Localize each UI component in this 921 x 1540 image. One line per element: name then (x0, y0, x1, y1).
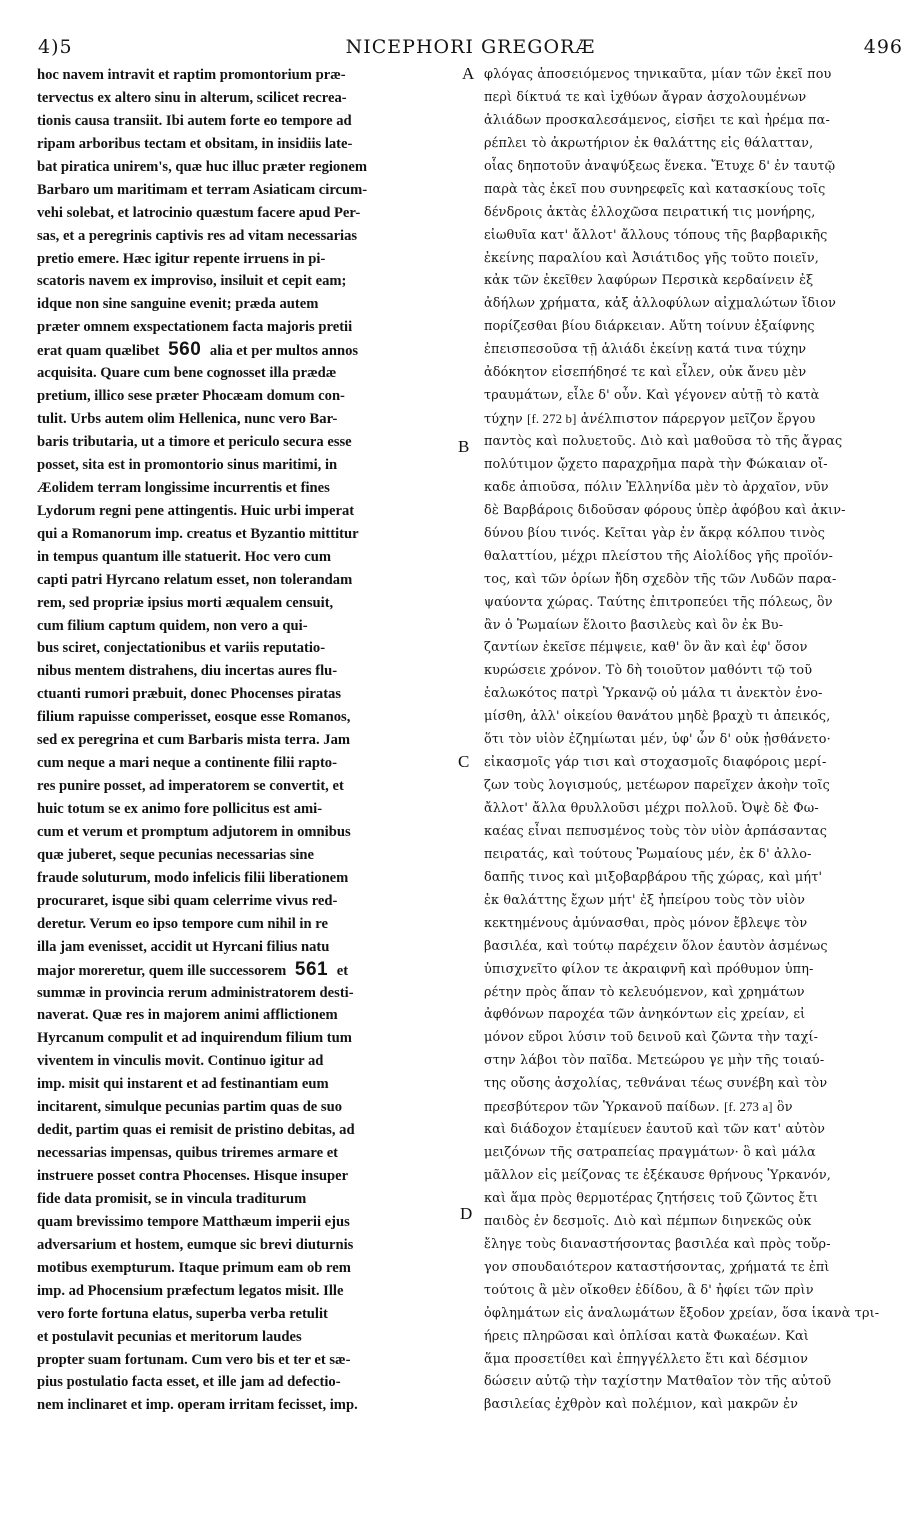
latin-text-segment: et (333, 962, 349, 979)
greek-line: καὶ διάδοχον ἐταμίευεν ἑαυτοῦ καὶ τῶν κατ' αὐτὸν (484, 1122, 826, 1138)
latin-line: deretur. Verum eo ipso tempore cum nihil in re (37, 915, 328, 932)
greek-line: καέας εἶναι πεπυσμένος τοὺς τὸν υἱὸν ἁρπάσαντας (484, 823, 828, 839)
greek-text-segment: ἀνέλπιστον πάρεργον μεῖζον ἔργου (576, 412, 816, 428)
greek-line: ψαύοντα χώρας. Ταύτης ἐπιτροπεύει τῆς πόλεως, ὃν (484, 594, 833, 610)
greek-line: ἄλλοτ' ἄλλα θρυλλοῦσι μέχρι πολλοῦ. Ὀψὲ δὲ Φω- (484, 801, 819, 816)
greek-line: δύνου βίου τινός. Κεῖται γὰρ ἐν ἄκρᾳ κόλπου τινὸς (484, 525, 826, 541)
greek-line: κεκτημένους ἀμύνασθαι, πρὸς μόνον ἔβλεψε τὸν (484, 915, 808, 931)
latin-line: fide data promisit, se in vincula traditurum (37, 1190, 307, 1207)
latin-line: acquisita. Quare cum bene cognosset illa prædæ (37, 365, 337, 382)
greek-line: παιδὸς ἐν δεσμοῖς. Διὸ καὶ πέμπων διηνεκῶς οὐκ (484, 1213, 812, 1229)
greek-line: τραυμάτων, εἷλε δ' οὖν. Καὶ γέγονεν αὐτῇ τὸ κατὰ (484, 388, 820, 404)
latin-line: imp. misit qui instarent et ad festinantiam eum (37, 1076, 329, 1093)
latin-line: instruere posset contra Phocenses. Hisque insuper (37, 1168, 349, 1184)
greek-line: της οὔσης ἀσχολίας, τεθνάναι τέως συνέβη καὶ τὸν (484, 1076, 828, 1092)
greek-line: δαπῆς τινος καὶ μιξοβαρβάρου τῆς χώρας, καὶ μήτ' (484, 869, 823, 885)
greek-line: ἔληγε τοὺς διαναστήσοντας βασιλέα καὶ πρὸς τοὔρ- (484, 1236, 831, 1252)
greek-line: τος, καὶ τῶν ὁρίων ἤδη σχεδὸν τῆς τῶν Λυδῶν παρα- (484, 571, 837, 587)
latin-line: ripam arboribus tectam et obsitam, in insidiis late- (37, 135, 353, 152)
latin-line: cum filium captum quidem, non vero a qui- (37, 617, 308, 634)
latin-line: pius postulatio facta esset, et ille jam ad defectio- (37, 1374, 341, 1391)
greek-text-segment: τύχην (484, 412, 528, 428)
latin-line: in tempus quantum ille statuerit. Hoc vero cum (37, 548, 332, 565)
greek-line: ήρεις πληρῶσαι καὶ ὁπλίσαι κατὰ Φωκαέων. Καὶ (484, 1328, 809, 1344)
latin-line: adversarium et hostem, eumque sic brevi diuturnis (37, 1236, 354, 1253)
latin-line: res punire posset, ad imperatorem se convertit, et (37, 778, 344, 795)
latin-line: quæ juberet, seque pecunias necessarias sine (37, 846, 315, 863)
greek-line: ὅτι τὸν υἱὸν ἐζημίωται μέν, ὑφ' ὧν δ' οὐκ ᾐσθάνετο· (484, 732, 831, 748)
latin-line: rem, sed propriæ ipsius morti æqualem censuit, (37, 594, 334, 611)
latin-line: pretio emere. Hæc igitur repente irruens in pi- (37, 250, 326, 267)
greek-line: παρὰ τὰς ἐκεῖ που συνηρεφεῖς καὶ κατασκίους τοῖς (484, 181, 826, 197)
latin-line: Hyrcanum compulit et ad inquirendum filium tum (37, 1030, 352, 1047)
latin-line: propter suam fortunam. Cum vero bis et ter et sæ- (37, 1351, 351, 1368)
greek-line: μόνον εὕροι λύσιν τοῦ δεινοῦ καὶ ζῶντα τὴν ταχί- (484, 1030, 819, 1046)
greek-line: τούτοις ἃ μὲν οἴκοθεν ἐδίδου, ἃ δ' ἠφίει τῶν πρὶν (484, 1282, 814, 1298)
greek-line (484, 408, 902, 431)
greek-line: πολύτιμον ᾤχετο παραχρῆμα παρὰ τὴν Φώκαιαν οἴ- (484, 456, 828, 472)
latin-line: tervectus ex altero sinu in alterum, scilicet recrea- (37, 89, 347, 106)
greek-line: εἰκασμοῖς γάρ τισι καὶ στοχασμοῖς διαφόροις μερί- (484, 755, 827, 771)
section-number-marker: 561 (294, 958, 329, 980)
margin-letter-d: D (460, 1204, 473, 1223)
greek-line: δένδροις ἀκτὰς ἐλλοχῶσα πειρατική τις μονήρης, (484, 204, 816, 220)
latin-line: idque non sine sanguine evenit; præda autem (37, 296, 319, 313)
greek-line: θαλαττίου, μέχρι πλείστου τῆς Αἰολίδος γῆς προϊόν- (484, 548, 833, 564)
greek-line: ἁλιάδων προσκαλεσάμενος, εἰσῆει τε καὶ ἠρέμα πα- (484, 112, 830, 128)
greek-line: παντὸς καὶ πολυετοῦς. Διὸ καὶ μαθοῦσα τὸ τῆς ἄγρας (484, 434, 843, 449)
margin-letter-b: B (458, 437, 470, 456)
latin-line: tionis causa transiit. Ibi autem forte eo tempore ad (37, 112, 352, 129)
greek-line: ἐπεισπεσοῦσα τῇ ἁλιάδι ἐκείνῃ κατά τινα τύχην (484, 342, 807, 358)
greek-line: εἰωθυῖα κατ' ἄλλοτ' ἄλλους τόπους τῆς βαρβαρικῆς (484, 227, 828, 243)
latin-line: qui a Romanorum imp. creatus et Byzantio mittitur (37, 525, 359, 542)
latin-line: scatoris navem ex improviso, insiluit et cepit eam; (37, 273, 347, 290)
running-header (38, 32, 903, 62)
latin-line: capti patri Hyrcano relatum esset, non tolerandam (37, 571, 353, 588)
latin-line: tulit. Urbs autem olim Hellenica, nunc vero Bar- (37, 411, 338, 428)
greek-line: ρέτην πρὸς ἅπαν τὸ κελευόμενον, καὶ χρημάτων (484, 984, 805, 1000)
greek-line: δὲ Βαρβάροις διδοῦσαν φόρους ὑπὲρ ἀφόβου καὶ ἀκιν- (484, 502, 846, 518)
greek-line: ἂν ὁ Ῥωμαίων ἕλοιτο βασιλεὺς καὶ ὃν ἐκ Βυ- (484, 617, 784, 633)
margin-letter-c: C (458, 752, 470, 771)
greek-line: καδε ἀπιοῦσα, πόλιν Ἑλληνίδα μὲν τὸ ἀρχαῖον, νῦν (484, 479, 829, 495)
greek-line: ἅμα προσετίθει καὶ ἐπηγγέλλετο ἔτι καὶ δέσμιον (484, 1351, 809, 1367)
latin-line: hoc navem intravit et raptim promontorium præ- (37, 67, 346, 83)
greek-line: δώσειν αὐτῷ τὴν ταχίστην Ματθαῖον τὸν τῆς αὐτοῦ (484, 1374, 832, 1390)
greek-line: ἐκ θαλάττης ἔχων μήτ' ἐξ ἠπείρου τοὺς τὸν υἱὸν (484, 892, 806, 908)
greek-line: ἀδόκητον εἰσεπήδησέ τε καὶ εἷλεν, οὐκ ἄνευ μὲν (484, 365, 807, 381)
latin-line: cum et verum et promptum adjutorem in omnibus (37, 823, 351, 840)
latin-line: imp. ad Phocensium præfectum legatos misit. Ille (37, 1282, 344, 1299)
latin-line: incitarent, simulque pecunias partim quas de suo (37, 1099, 343, 1116)
greek-line: μίσθη, ἀλλ' οἰκείου θανάτου μηδὲ βραχὺ τι ἀπεικός, (484, 709, 831, 725)
greek-line: βασιλείας ἐχθρὸν καὶ πολέμιον, καὶ μακρῶν ἐν (484, 1397, 799, 1413)
latin-line: vero forte fortuna elatus, superba verba retulit (37, 1305, 328, 1322)
latin-line: filium rapuisse comperisset, eosque esse Romanos, (37, 709, 351, 726)
latin-line: ctuanti rumori præbuit, donec Phocenses piratas (37, 686, 342, 703)
latin-text-segment: erat quam quælibet (37, 343, 164, 360)
greek-line: ρέπλει τὸ ἀκρωτήριον ἐκ θαλάττης εἰς θάλατταν, (484, 135, 814, 151)
latin-line: bat piratica unirem's, quæ huc illuc præter regionem (37, 158, 367, 175)
greek-line: περὶ δίκτυά τε καὶ ἰχθύων ἄγραν ἀσχολουμένων (484, 89, 807, 105)
greek-line: στην λάβοι τὸν παῖδα. Μετεώρου γε μὴν τῆς τοιαύ- (484, 1053, 825, 1069)
latin-line: fraude soluturum, modo infelicis filii liberationem (37, 869, 349, 886)
greek-line: οἷας δηποτοῦν ἀναψύξεως ἕνεκα. Ἔτυχε δ' ἐν ταυτῷ (484, 158, 836, 174)
greek-line: καὶ ἅμα πρὸς θερμοτέρας ζητήσεις τοῦ ζῶντος ἔτι (484, 1190, 819, 1206)
greek-line: βασιλέα, καὶ τούτῳ παρέχειν ὅλον ἑαυτὸν ἀσμένως (484, 938, 828, 954)
latin-line: Æolidem terram longissime incurrentis et fines (37, 479, 330, 496)
greek-line: ζαντίων ἐκεῖσε πέμψειε, καθ' ὃν ἂν καὶ ἐφ' ὅσον (484, 640, 808, 656)
folio-reference: [f. 273 a] (723, 1100, 773, 1115)
greek-line: φλόγας ἀποσειόμενος τηνικαῦτα, μίαν τῶν ἐκεῖ που (484, 67, 832, 82)
greek-line: ὀφλημάτων εἰς ἀναλωμάτων ἔξοδον χρείαν, ὅσα ἱκανὰ τρι- (484, 1305, 880, 1321)
latin-line: quam brevissimo tempore Matthæum imperii ejus (37, 1213, 350, 1230)
greek-line: ζων τοὺς λογισμούς, μετέωρον παρεῖχεν ἀκοὴν τοῖς (484, 778, 830, 794)
latin-line: et postulavit pecunias et meritorum laudes (37, 1328, 302, 1345)
latin-line: vehi solebat, et latrocinio quæstum facere apud Per- (37, 204, 361, 221)
greek-line: ὑπισχνεῖτο φίλον τε ἀκραιφνῆ καὶ πρόθυμον ὑπη- (484, 961, 814, 977)
latin-line: bus sciret, conjectationibus et variis reputatio- (37, 640, 326, 657)
latin-line: nibus mentem distrahens, diu incertas aures flu- (37, 663, 338, 680)
greek-line: ἀδήλων χρήματα, κἀξ ἀλλοφύλων αἰχμαλώτων ἴδιον (484, 296, 837, 312)
greek-line: γον σπουδαιότερον καταστήσοντας, χρήματά τε ἐπὶ (484, 1259, 830, 1275)
latin-line: procuraret, isque sibi quam celerrime vivus red- (37, 892, 338, 909)
greek-text-segment: πρεσβύτερον τῶν Ὑρκανοῦ παίδων. (484, 1100, 724, 1116)
latin-line: pretium, illico sese præter Phocæam domum con- (37, 388, 345, 405)
greek-line: πορίζεσθαι βίου διάρκειαν. Αὕτη τοίνυν ἐξαίφνης (484, 319, 815, 335)
greek-line: μᾶλλον εἰς μείζονας τε ἐξέκαυσε θρήνους Ὑρκανόν, (484, 1168, 832, 1183)
latin-line: Barbaro um maritimam et terram Asiaticam circum- (37, 181, 368, 198)
latin-line: baris tributaria, ut a timore et periculo secura esse (37, 434, 352, 450)
latin-line: Lydorum regni pene attingentis. Huic urbi imperat (37, 502, 355, 519)
greek-text-segment: ὃν (772, 1100, 793, 1116)
latin-line: illa jam evenisset, accidit ut Hyrcani filius natu (37, 938, 330, 955)
latin-line: viventem in vinculis movit. Continuo igitur ad (37, 1053, 324, 1070)
greek-line (484, 1096, 902, 1119)
greek-line: ἑαλωκότος πατρὶ Ὑρκανῷ οὐ μάλα τι ἀνεκτὸν ἐνο- (484, 686, 823, 702)
greek-column (484, 64, 902, 1417)
latin-line: motibus exempturum. Itaque primum eam ob rem (37, 1259, 351, 1276)
latin-line: summæ in provincia rerum administratorem desti- (37, 984, 354, 1001)
section-number-marker: 560 (168, 339, 202, 361)
latin-line: nem inclinaret et imp. operam irritam fecisset, imp. (37, 1397, 358, 1414)
latin-line: huic totum se ex animo fore pollicitus est ami- (37, 801, 323, 817)
page-number-left: 4)5 (38, 36, 73, 58)
latin-line: naverat. Quæ res in majorem animi afflictionem (37, 1007, 338, 1024)
latin-line: præter omnem exspectationem facta majoris pretii (37, 319, 353, 336)
latin-line: posset, sita est in promontorio sinus maritimi, in (37, 456, 338, 473)
running-title: NICEPHORI GREGORÆ (345, 36, 596, 58)
latin-line: necessarias impensas, quibus triremes armare et (37, 1145, 339, 1162)
latin-text-segment: major moreretur, quem ille successorem (37, 962, 290, 979)
greek-line: κυρώσειε χρόνον. Τὸ δὴ τοιοῦτον μαθόντι τῷ τοῦ (484, 663, 813, 679)
greek-line: ἐκείνης παραλίου καὶ Ἀσιάτιδος γῆς τοῦτο ποιεῖν, (484, 250, 819, 266)
latin-text-segment: alia et per multos annos (206, 343, 359, 360)
latin-line: dedit, partim quas ei remisit de pristino debitas, ad (37, 1122, 355, 1139)
folio-reference: [f. 272 b] (527, 412, 577, 427)
greek-line: ἀφθόνων παροχέα τῶν ἀνηκόντων εἰς χρείαν, εἰ (484, 1007, 806, 1023)
page-number-right: 496 (863, 36, 903, 58)
latin-line (37, 959, 455, 982)
greek-line: μειζόνων τῆς σατραπείας πραγμάτων· ὃ καὶ μάλα (484, 1145, 816, 1161)
latin-column (37, 64, 455, 1417)
greek-line: κἀκ τῶν ἐκεῖθεν λαφύρων Περσικὰ κερδαίνειν ἐξ (484, 273, 814, 289)
latin-line (37, 339, 455, 362)
latin-line: cum neque a mari neque a continente filii rapto- (37, 755, 337, 772)
latin-line: sas, et a peregrinis captivis res ad vitam necessarias (37, 227, 358, 244)
margin-letter-a: A (462, 64, 475, 83)
greek-line: πειρατάς, καὶ τούτους Ῥωμαίους μέν, ἐκ δ' ἀλλο- (484, 846, 812, 862)
latin-line: sed ex peregrina et cum Barbaris mista terra. Jam (37, 732, 351, 749)
